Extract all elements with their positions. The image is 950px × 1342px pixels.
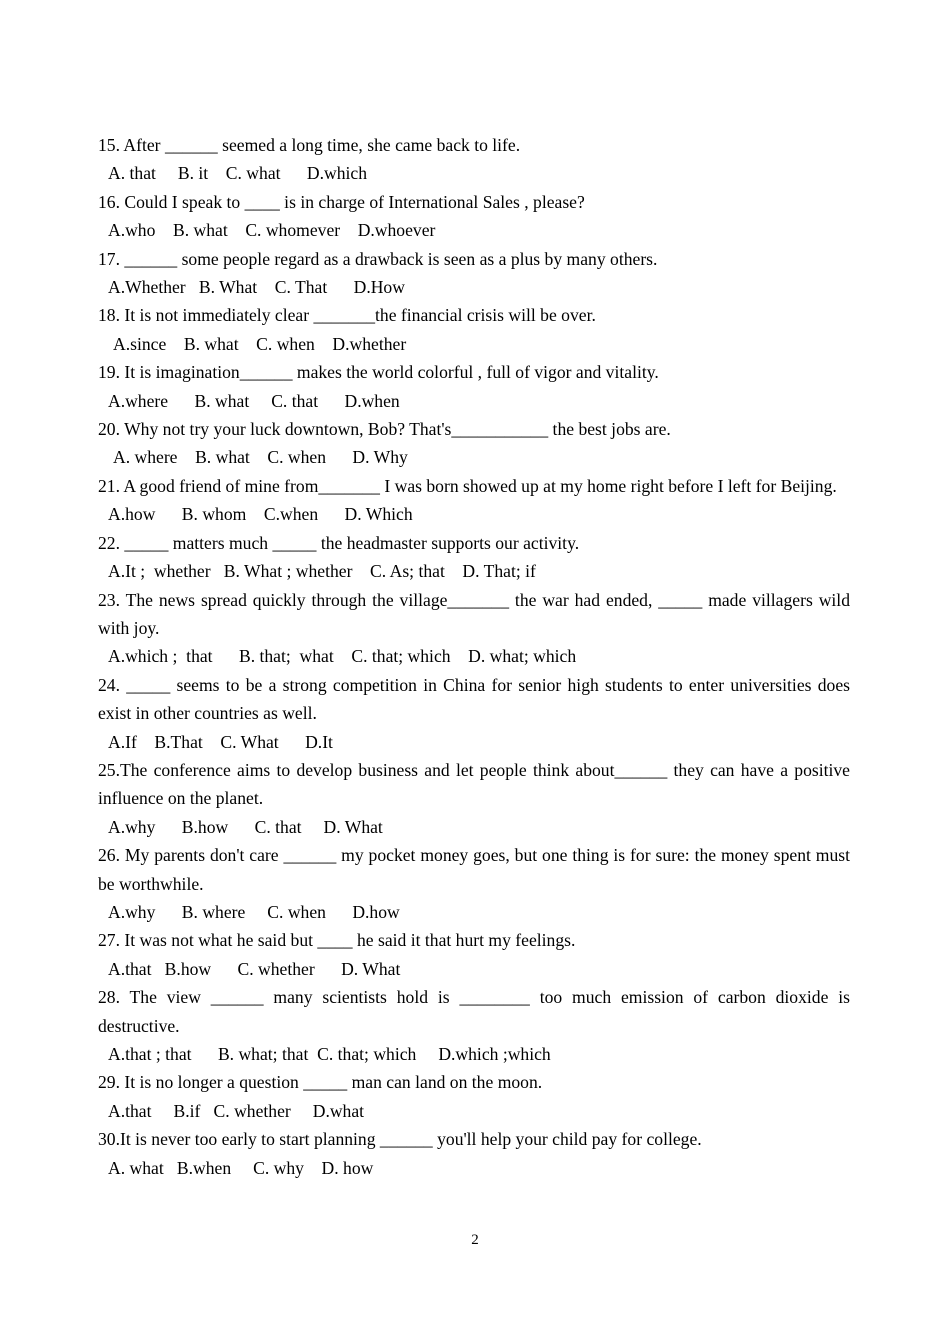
page-number: 2	[471, 1232, 479, 1248]
question-list	[98, 131, 855, 1182]
question-18: 18. It is not immediately clear _______the financial crisis will be over.	[98, 305, 596, 326]
question-29: 29. It is no longer a question _____ man can land on the moon.	[98, 1072, 543, 1093]
question-21: 21. A good friend of mine from_______ I was born showed up at my home right before I left for Beijing.	[98, 475, 837, 496]
options-20: A. where B. what C. when D. Why	[113, 447, 408, 468]
options-21: A.how B. whom C.when D. Which	[108, 504, 413, 525]
options-24: A.If B.That C. What D.It	[108, 731, 333, 752]
question-28: 28. The view ______ many scientists hold is ________ too much emission of carbon dioxide is destructive.	[98, 987, 855, 1036]
options-19: A.where B. what C. that D.when	[108, 390, 400, 411]
question-27: 27. It was not what he said but ____ he said it that hurt my feelings.	[98, 930, 576, 951]
question-25: 25.The conference aims to develop business and let people think about______ they can have a positive influence on the planet.	[98, 759, 855, 809]
question-20: 20. Why not try your luck downtown, Bob? That's___________ the best jobs are.	[98, 419, 671, 440]
question-30: 30.It is never too early to start planning ______ you'll help your child pay for college.	[98, 1129, 702, 1150]
options-17: A.Whether B. What C. That D.How	[108, 277, 405, 298]
options-16: A.who B. what C. whomever D.whoever	[108, 220, 436, 241]
options-28: A.that ; that B. what; that C. that; which D.which ;which	[108, 1044, 551, 1064]
options-25: A.why B.how C. that D. What	[108, 816, 383, 837]
question-24: 24. _____ seems to be a strong competition in China for senior high students to enter universities does exist in other countries as well.	[98, 674, 855, 724]
options-26: A.why B. where C. when D.how	[108, 901, 400, 922]
options-27: A.that B.how C. whether D. What	[108, 958, 401, 979]
options-15: A. that B. it C. what D.which	[108, 163, 368, 184]
options-23: A.which ; that B. that; what C. that; which D. what; which	[108, 646, 577, 667]
options-22: A.It ; whether B. What ; whether C. As; that D. That; if	[108, 561, 536, 582]
question-22: 22. _____ matters much _____ the headmaster supports our activity.	[98, 532, 580, 553]
question-23: 23. The news spread quickly through the village_______ the war had ended, _____ made villagers wild with joy.	[98, 589, 855, 638]
question-16: 16. Could I speak to ____ is in charge of International Sales , please?	[98, 191, 585, 212]
options-30: A. what B.when C. why D. how	[108, 1157, 374, 1178]
question-17: 17. ______ some people regard as a drawback is seen as a plus by many others.	[98, 248, 658, 269]
options-18: A.since B. what C. when D.whether	[113, 333, 407, 354]
question-15: 15. After ______ seemed a long time, she came back to life.	[98, 135, 521, 155]
question-19: 19. It is imagination______ makes the world colorful , full of vigor and vitality.	[98, 362, 659, 383]
question-26: 26. My parents don't care ______ my pocket money goes, but one thing is for sure: the money spent must be worthwhile.	[98, 845, 855, 894]
options-29: A.that B.if C. whether D.what	[108, 1100, 365, 1121]
